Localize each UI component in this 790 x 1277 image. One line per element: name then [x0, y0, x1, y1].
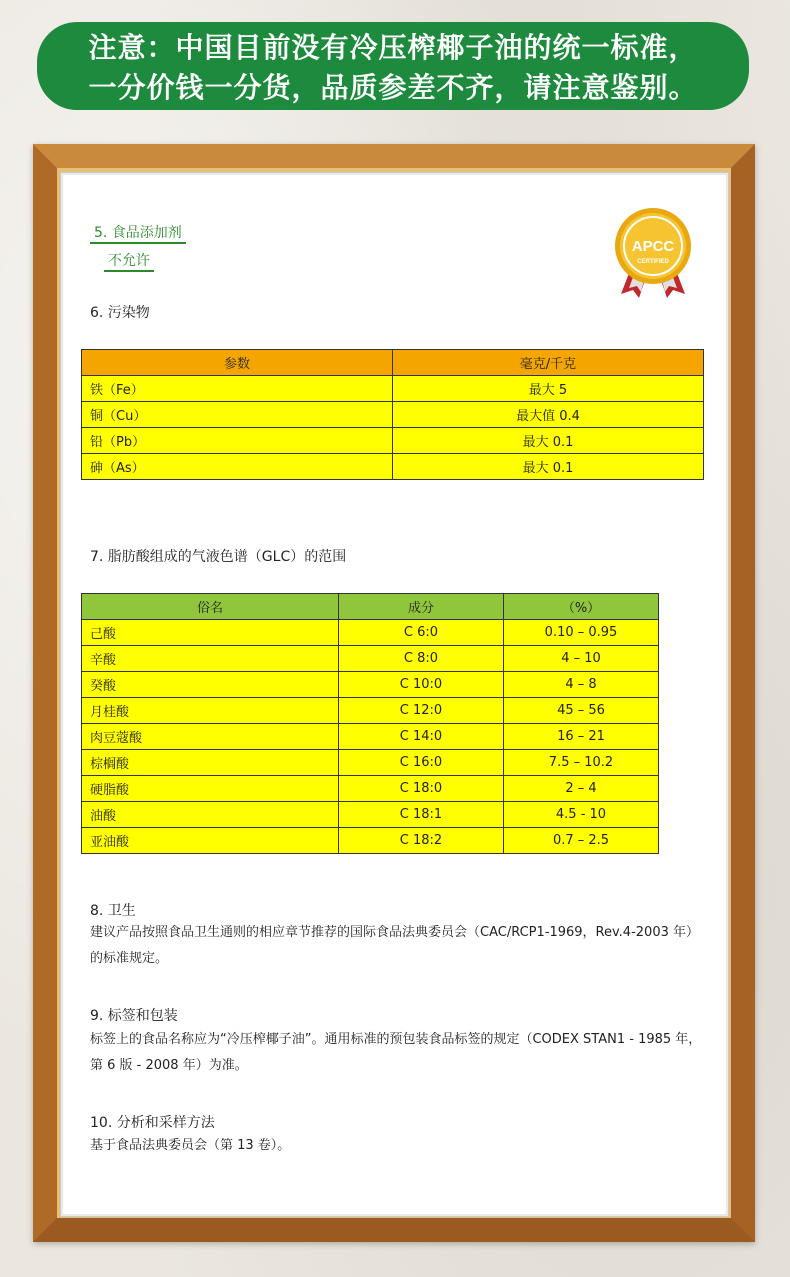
table-cell: C 12:0: [339, 698, 504, 724]
section-9-title: 9. 标签和包装: [90, 1008, 178, 1024]
notice-line-2: 一分价钱一分货，品质参差不齐，请注意鉴别。: [88, 71, 698, 104]
table-header-row: [82, 350, 704, 376]
seal-subtitle-text: CERTIFIED: [637, 259, 669, 265]
table-header-cell: 毫克/千克: [393, 350, 704, 376]
section-8-text: 建议产品按照食品卫生通则的相应章节推荐的国际食品法典委员会（CAC/RCP1-1969，Rev.4-2003 年）的标准规定。: [90, 925, 699, 966]
section-7-title: 7. 脂肪酸组成的气液色谱（GLC）的范围: [90, 549, 347, 565]
table-row: [82, 698, 659, 724]
section-10-title: 10. 分析和采样方法: [90, 1115, 215, 1131]
section-5-value: 不允许: [104, 250, 154, 270]
table-row: [82, 750, 659, 776]
table-cell: C 18:0: [339, 776, 504, 802]
table-cell: C 14:0: [339, 724, 504, 750]
table-cell: 45 – 56: [504, 698, 659, 724]
table-row: [82, 402, 704, 428]
table-cell: 16 – 21: [504, 724, 659, 750]
notice-line-1: 注意：中国目前没有冷压榨椰子油的统一标准，: [88, 31, 698, 64]
table-cell: C 8:0: [339, 646, 504, 672]
table-cell: 己酸: [82, 620, 339, 646]
table-row: [82, 828, 659, 854]
section-8-title: 8. 卫生: [90, 903, 136, 919]
apcc-certified-seal-icon: [611, 206, 695, 298]
table-cell: C 16:0: [339, 750, 504, 776]
table-cell: 最大 0.1: [393, 454, 704, 480]
table-row: [82, 802, 659, 828]
section-5-title: 5. 食品添加剂: [90, 222, 186, 242]
table-row: [82, 428, 704, 454]
table-cell: 铜（Cu）: [82, 402, 393, 428]
table-row: [82, 646, 659, 672]
table-cell: 肉豆蔻酸: [82, 724, 339, 750]
table-cell: 月桂酸: [82, 698, 339, 724]
table-row: [82, 620, 659, 646]
table-cell: 最大 0.1: [393, 428, 704, 454]
table-cell: 铁（Fe）: [82, 376, 393, 402]
table-cell: 棕榈酸: [82, 750, 339, 776]
table-cell: 4 – 8: [504, 672, 659, 698]
table-cell: 铅（Pb）: [82, 428, 393, 454]
table-cell: 4 – 10: [504, 646, 659, 672]
table-cell: 癸酸: [82, 672, 339, 698]
table-header-cell: （%）: [504, 594, 659, 620]
table-cell: 最大 5: [393, 376, 704, 402]
table-row: [82, 724, 659, 750]
table-row: [82, 672, 659, 698]
table-header-cell: 参数: [82, 350, 393, 376]
table-cell: 0.7 – 2.5: [504, 828, 659, 854]
table-header-cell: 成分: [339, 594, 504, 620]
table-cell: 砷（As）: [82, 454, 393, 480]
table-cell: 0.10 – 0.95: [504, 620, 659, 646]
table-cell: 辛酸: [82, 646, 339, 672]
table-cell: 最大值 0.4: [393, 402, 704, 428]
table-cell: C 6:0: [339, 620, 504, 646]
section-6-title: 6. 污染物: [90, 305, 150, 321]
section-10-text: 基于食品法典委员会（第 13 卷）。: [90, 1138, 291, 1153]
table-cell: 7.5 – 10.2: [504, 750, 659, 776]
table-cell: C 18:2: [339, 828, 504, 854]
table-row: [82, 376, 704, 402]
table-header-row: [82, 594, 659, 620]
table-cell: C 18:1: [339, 802, 504, 828]
section-9-text: 标签上的食品名称应为“冷压榨椰子油”。通用标准的预包装食品标签的规定（CODEX STAN1 - 1985 年，第 6 版 - 2008 年）为准。: [90, 1032, 702, 1073]
table-cell: 2 – 4: [504, 776, 659, 802]
table-cell: 4.5 - 10: [504, 802, 659, 828]
seal-brand-text: APCC: [631, 238, 675, 255]
table-row: [82, 776, 659, 802]
fatty-acid-table: [81, 593, 659, 854]
table-cell: 油酸: [82, 802, 339, 828]
table-cell: C 10:0: [339, 672, 504, 698]
contaminants-table: [81, 349, 704, 480]
table-cell: 亚油酸: [82, 828, 339, 854]
table-header-cell: 俗名: [82, 594, 339, 620]
notice-banner: [37, 22, 749, 110]
table-row: [82, 454, 704, 480]
table-cell: 硬脂酸: [82, 776, 339, 802]
